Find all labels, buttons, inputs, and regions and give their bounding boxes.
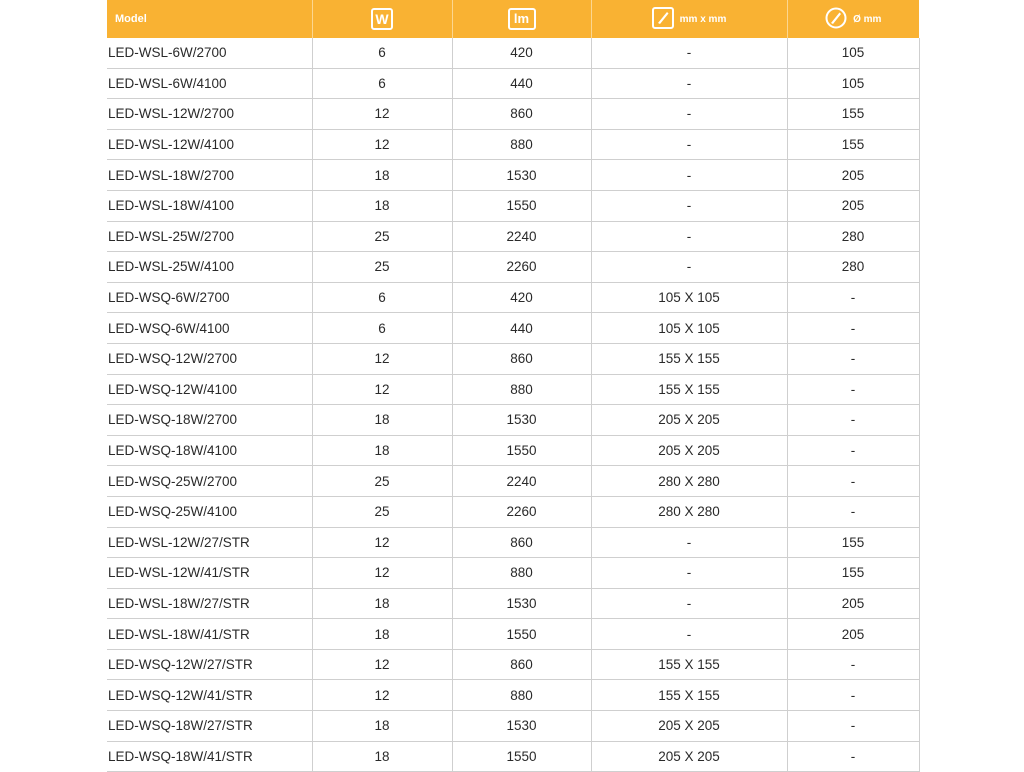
table-row — [107, 558, 919, 589]
dimension-cell: 105 X 105 — [591, 313, 787, 344]
lumen-cell: 1550 — [452, 435, 591, 466]
lumen-cell: 1530 — [452, 588, 591, 619]
model-cell: LED-WSQ-18W/41/STR — [107, 741, 312, 772]
diameter-cell: 155 — [787, 558, 919, 589]
table-row — [107, 711, 919, 742]
diameter-label: Ø mm — [853, 13, 882, 25]
dimension-cell: 155 X 155 — [591, 649, 787, 680]
dimension-cell: 280 X 280 — [591, 496, 787, 527]
watt-cell: 18 — [312, 711, 452, 742]
model-cell: LED-WSL-6W/2700 — [107, 38, 312, 68]
dimension-cell: 155 X 155 — [591, 374, 787, 405]
watt-cell: 6 — [312, 68, 452, 99]
dimension-cell: 155 X 155 — [591, 680, 787, 711]
table-row — [107, 38, 919, 68]
watt-cell: 12 — [312, 558, 452, 589]
diameter-cell: 205 — [787, 190, 919, 221]
watt-cell: 25 — [312, 496, 452, 527]
watt-cell: 12 — [312, 680, 452, 711]
watt-cell: 12 — [312, 343, 452, 374]
model-cell: LED-WSQ-18W/27/STR — [107, 711, 312, 742]
square-cutout-icon — [652, 7, 674, 32]
model-cell: LED-WSQ-25W/2700 — [107, 466, 312, 497]
watt-cell: 12 — [312, 99, 452, 130]
diameter-cell: 280 — [787, 252, 919, 283]
watt-cell: 12 — [312, 649, 452, 680]
lumen-cell: 880 — [452, 374, 591, 405]
dimension-cell: - — [591, 129, 787, 160]
lumen-cell: 1550 — [452, 190, 591, 221]
watt-cell: 6 — [312, 282, 452, 313]
model-cell: LED-WSL-6W/4100 — [107, 68, 312, 99]
lumen-cell: 1530 — [452, 160, 591, 191]
diameter-cell: - — [787, 466, 919, 497]
diameter-cell: 105 — [787, 38, 919, 68]
table-body — [107, 38, 919, 772]
diameter-header — [787, 0, 919, 38]
lumen-cell: 440 — [452, 313, 591, 344]
watt-cell: 18 — [312, 160, 452, 191]
model-cell: LED-WSQ-12W/27/STR — [107, 649, 312, 680]
dimension-cell: 105 X 105 — [591, 282, 787, 313]
lumen-cell: 420 — [452, 38, 591, 68]
lumen-cell: 860 — [452, 649, 591, 680]
dimension-cell: 205 X 205 — [591, 405, 787, 436]
header-row — [107, 0, 919, 38]
dimension-cell: - — [591, 38, 787, 68]
dimension-cell: - — [591, 558, 787, 589]
table-row — [107, 619, 919, 650]
table-row — [107, 313, 919, 344]
table-row — [107, 252, 919, 283]
lumen-cell: 880 — [452, 129, 591, 160]
diameter-cell: - — [787, 343, 919, 374]
lumen-cell: 880 — [452, 680, 591, 711]
watt-cell: 6 — [312, 38, 452, 68]
lumen-cell: 880 — [452, 558, 591, 589]
watt-cell: 12 — [312, 374, 452, 405]
model-cell: LED-WSQ-25W/4100 — [107, 496, 312, 527]
diameter-cell: 205 — [787, 588, 919, 619]
model-cell: LED-WSQ-18W/2700 — [107, 405, 312, 436]
table-row — [107, 221, 919, 252]
model-cell: LED-WSL-25W/4100 — [107, 252, 312, 283]
dimension-cell: - — [591, 99, 787, 130]
model-cell: LED-WSL-12W/2700 — [107, 99, 312, 130]
diameter-cell: - — [787, 649, 919, 680]
watt-cell: 25 — [312, 466, 452, 497]
model-cell: LED-WSL-18W/41/STR — [107, 619, 312, 650]
diameter-cell: 280 — [787, 221, 919, 252]
table-row — [107, 741, 919, 772]
diameter-cell: - — [787, 741, 919, 772]
dimension-cell: 205 X 205 — [591, 741, 787, 772]
dimension-cell: - — [591, 619, 787, 650]
watt-cell: 12 — [312, 129, 452, 160]
dimension-cell: 155 X 155 — [591, 343, 787, 374]
dimension-cell: - — [591, 527, 787, 558]
diameter-cell: - — [787, 496, 919, 527]
watt-cell: 25 — [312, 252, 452, 283]
model-cell: LED-WSL-18W/4100 — [107, 190, 312, 221]
model-cell: LED-WSL-25W/2700 — [107, 221, 312, 252]
table-row — [107, 374, 919, 405]
model-cell: LED-WSQ-12W/2700 — [107, 343, 312, 374]
diameter-cell: - — [787, 405, 919, 436]
model-cell: LED-WSQ-12W/41/STR — [107, 680, 312, 711]
table-row — [107, 343, 919, 374]
watt-cell: 18 — [312, 741, 452, 772]
model-cell: LED-WSL-12W/27/STR — [107, 527, 312, 558]
table-row — [107, 129, 919, 160]
lumen-cell: 2260 — [452, 496, 591, 527]
model-cell: LED-WSL-12W/41/STR — [107, 558, 312, 589]
watt-cell: 12 — [312, 527, 452, 558]
lumen-cell: 440 — [452, 68, 591, 99]
lumen-cell: 1530 — [452, 711, 591, 742]
table-row — [107, 405, 919, 436]
dimension-cell: 205 X 205 — [591, 711, 787, 742]
table-row — [107, 588, 919, 619]
dimension-cell: - — [591, 68, 787, 99]
model-cell: LED-WSL-18W/27/STR — [107, 588, 312, 619]
diameter-cell: - — [787, 435, 919, 466]
dimension-header — [591, 0, 787, 38]
dimension-cell: 280 X 280 — [591, 466, 787, 497]
lumen-cell: 2240 — [452, 221, 591, 252]
table-row — [107, 649, 919, 680]
watt-cell: 25 — [312, 221, 452, 252]
diameter-cell: - — [787, 313, 919, 344]
lumen-cell: 860 — [452, 527, 591, 558]
table-row — [107, 282, 919, 313]
table-row — [107, 527, 919, 558]
watt-cell: 6 — [312, 313, 452, 344]
diameter-cell: 205 — [787, 619, 919, 650]
table-row — [107, 680, 919, 711]
model-header: Model — [107, 0, 312, 38]
lumen-cell: 420 — [452, 282, 591, 313]
table-row — [107, 466, 919, 497]
lumen-icon: lm — [508, 8, 536, 30]
watt-cell: 18 — [312, 588, 452, 619]
watt-cell: 18 — [312, 190, 452, 221]
model-cell: LED-WSQ-18W/4100 — [107, 435, 312, 466]
watt-cell: 18 — [312, 619, 452, 650]
table-header — [107, 0, 919, 38]
table-row — [107, 435, 919, 466]
round-cutout-icon — [825, 7, 847, 32]
model-cell: LED-WSQ-12W/4100 — [107, 374, 312, 405]
dimension-cell: 205 X 205 — [591, 435, 787, 466]
lumen-cell: 1550 — [452, 741, 591, 772]
lumen-cell: 1530 — [452, 405, 591, 436]
dimension-cell: - — [591, 221, 787, 252]
lumen-cell: 860 — [452, 343, 591, 374]
dimension-cell: - — [591, 190, 787, 221]
model-cell: LED-WSQ-6W/4100 — [107, 313, 312, 344]
diameter-cell: 155 — [787, 527, 919, 558]
dimension-cell: - — [591, 252, 787, 283]
diameter-cell: - — [787, 282, 919, 313]
watt-header — [312, 0, 452, 38]
watt-icon: W — [371, 8, 393, 30]
lumen-cell: 2240 — [452, 466, 591, 497]
product-table — [107, 0, 920, 772]
lumen-cell: 2260 — [452, 252, 591, 283]
diameter-cell: 155 — [787, 129, 919, 160]
diameter-cell: - — [787, 374, 919, 405]
watt-cell: 18 — [312, 405, 452, 436]
watt-cell: 18 — [312, 435, 452, 466]
lumen-cell: 860 — [452, 99, 591, 130]
diameter-cell: - — [787, 680, 919, 711]
model-cell: LED-WSL-18W/2700 — [107, 160, 312, 191]
diameter-cell: 105 — [787, 68, 919, 99]
dimension-cell: - — [591, 588, 787, 619]
lumen-cell: 1550 — [452, 619, 591, 650]
diameter-cell: 205 — [787, 160, 919, 191]
table-row — [107, 99, 919, 130]
diameter-cell: - — [787, 711, 919, 742]
dimension-label: mm x mm — [679, 13, 727, 25]
dimension-cell: - — [591, 160, 787, 191]
model-cell: LED-WSQ-6W/2700 — [107, 282, 312, 313]
model-cell: LED-WSL-12W/4100 — [107, 129, 312, 160]
table-row — [107, 160, 919, 191]
table-row — [107, 68, 919, 99]
spec-sheet — [107, 0, 919, 772]
diameter-cell: 155 — [787, 99, 919, 130]
table-row — [107, 190, 919, 221]
table-row — [107, 496, 919, 527]
lumen-header — [452, 0, 591, 38]
